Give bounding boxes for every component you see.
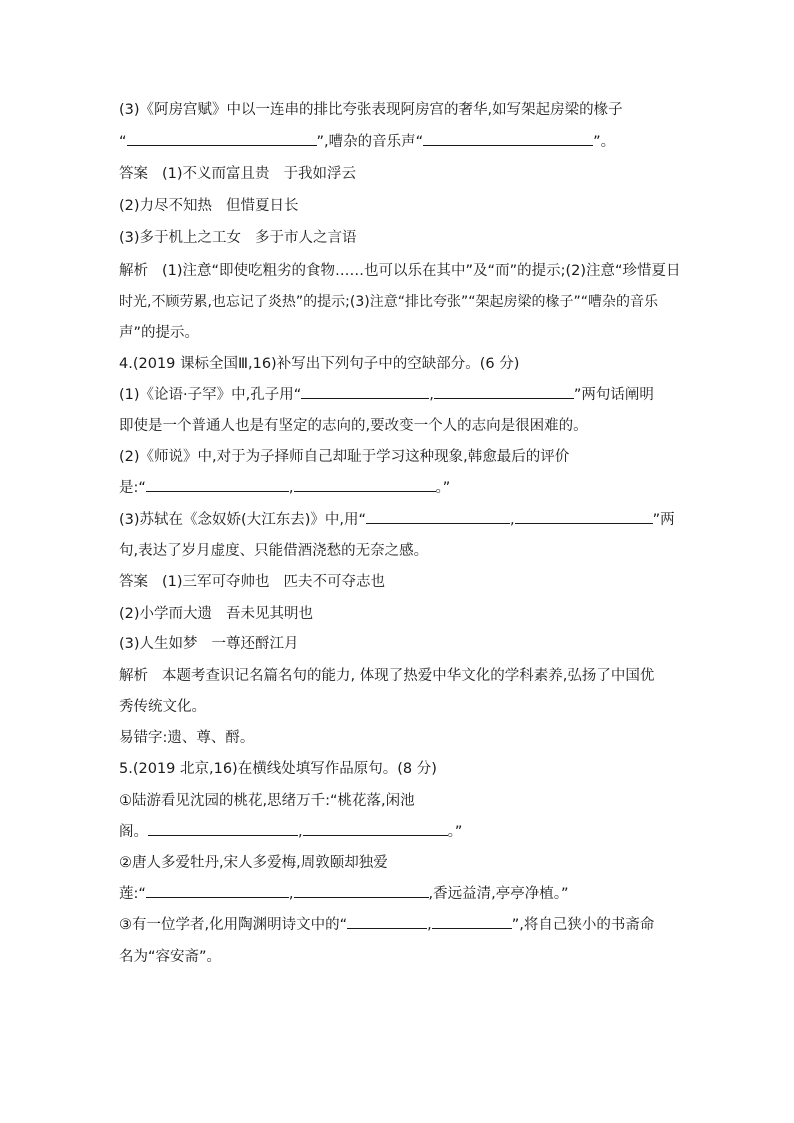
q3-sub3-prompt: (3)《阿房宫赋》中以一连串的排比夸张表现阿房宫的奢华,如写架起房梁的椽子 [119,102,623,118]
q4-error-words: 易错字:遗、尊、酹。 [119,730,255,746]
q4-s1-line [119,385,654,405]
answer-blank[interactable] [434,386,574,399]
answer-blank[interactable] [347,916,427,929]
answer-blank[interactable] [294,479,436,492]
q4-analysis-line-1 [119,666,654,686]
q4-analysis-line-2: 秀传统文化。 [119,699,206,715]
q5-s2-line-1: ②唐人多爱牡丹,宋人多爱梅,周敦颐却独爱 [119,855,388,871]
comma: , [509,512,515,528]
answer-blank[interactable] [432,916,512,929]
q5-s3-pre: ③有一位学者,化用陶渊明诗文中的“ [119,917,348,933]
q4-s3-pre: (3)苏轼在《念奴娇(大江东去)》中,用“ [119,512,366,528]
q3-answer-line-1 [119,164,356,184]
q4-s3-line [119,510,675,530]
q5-s2-post: ,香远益清,亭亭净植。” [428,886,569,902]
answer-text: 于我如浮云 [283,166,357,182]
q4-s1-line-2: 即使是一个普通人也是有坚定的志向的,要改变一个人的志向是很困难的。 [119,418,588,434]
answer-text: (1)不义而富且贵 [162,166,270,182]
q4-heading: 4.(2019 课标全国Ⅲ,16)补写出下列句子中的空缺部分。(6 分) [119,356,520,372]
q3-analysis-line-3: 声”的提示。 [119,325,200,341]
answer-blank[interactable] [303,823,448,836]
answer-text: (3)多于机上之工女 [119,230,242,246]
q4-s2-line-1: (2)《师说》中,对于为子择师自己却耻于学习这种现象,韩愈最后的评价 [119,449,570,465]
answer-text: 吾未见其明也 [226,606,314,622]
answer-blank[interactable] [423,133,593,146]
answer-text: 匹夫不可夺志也 [283,574,386,590]
analysis-text: (1)注意“即使吃粗劣的食物……也可以乐在其中”及“而”的提示;(2)注意“珍惜夏日 [162,263,681,279]
q5-s1-line-1: ①陆游看见沈园的桃花,思绪万千:“桃花落,闲池 [119,793,415,809]
q3-sub3-end: ”。 [593,134,616,150]
analysis-label: 解析 [119,263,148,279]
answer-text: (2)力尽不知热 [119,198,213,214]
answer-blank[interactable] [515,511,653,524]
q4-s2-post: 。” [435,480,451,496]
comma: , [288,886,294,902]
answer-text: (2)小学而大遗 [119,606,213,622]
open-quote: “ [119,134,127,150]
q5-s3-line-2: 名为“容安斋”。 [119,949,222,965]
q4-s1-pre: (1)《论语·子罕》中,孔子用“ [119,387,302,403]
answer-text: 多于市人之言语 [255,230,357,246]
q4-s3-line-2: 句,表达了岁月虚度、只能借酒浇愁的无奈之感。 [119,543,429,559]
q5-s1-line-2 [119,822,462,842]
answer-blank[interactable] [148,823,298,836]
q5-s1-pre: 阁。 [119,824,148,840]
answer-text: (3)人生如梦 [119,636,198,652]
q5-heading: 5.(2019 北京,16)在横线处填写作品原句。(8 分) [119,761,437,777]
comma: , [298,824,303,840]
q3-sub3-mid: ”,嘈杂的音乐声“ [316,134,424,150]
q4-s2-pre: 是:“ [119,480,146,496]
answer-label: 答案 [119,166,148,182]
comma: , [427,917,432,933]
answer-label: 答案 [119,574,148,590]
answer-blank[interactable] [127,133,317,146]
answer-text: 一尊还酹江月 [211,636,299,652]
answer-text: (1)三军可夺帅也 [162,574,270,590]
q3-answer-line-2 [119,196,299,216]
q5-s3-post: ”,将自己狭小的书斋命 [511,917,655,933]
answer-blank[interactable] [146,885,289,898]
q4-answer-line-2 [119,604,313,624]
answer-text: 但惜夏日长 [226,198,299,214]
answer-blank[interactable] [301,386,429,399]
answer-blank[interactable] [294,885,429,898]
q4-s3-post: ”两 [652,512,675,528]
q5-s2-line-2 [119,884,569,904]
q3-analysis-line-1 [119,261,681,281]
q4-answer-line-1 [119,572,385,592]
comma: , [288,480,294,496]
q5-s1-post: 。” [447,824,463,840]
answer-blank[interactable] [366,511,510,524]
comma: , [429,387,434,403]
answer-blank[interactable] [146,479,289,492]
q3-analysis-line-2: 时光,不顾劳累,也忘记了炎热”的提示;(3)注意“排比夸张”“架起房梁的椽子”“嘈杂的音乐 [119,294,658,310]
q4-answer-line-3 [119,634,299,654]
q5-s2-pre: 莲:“ [119,886,146,902]
q3-sub3-blanks-line [119,132,615,152]
analysis-label: 解析 [119,668,148,684]
q3-answer-line-3 [119,228,357,248]
analysis-text: 本题考查识记名篇名句的能力, 体现了热爱中华文化的学科素养,弘扬了中国优 [162,668,655,684]
q5-s3-line-1 [119,915,654,935]
q4-s2-line-2 [119,478,450,498]
q4-s1-post: ”两句话阐明 [573,387,654,403]
